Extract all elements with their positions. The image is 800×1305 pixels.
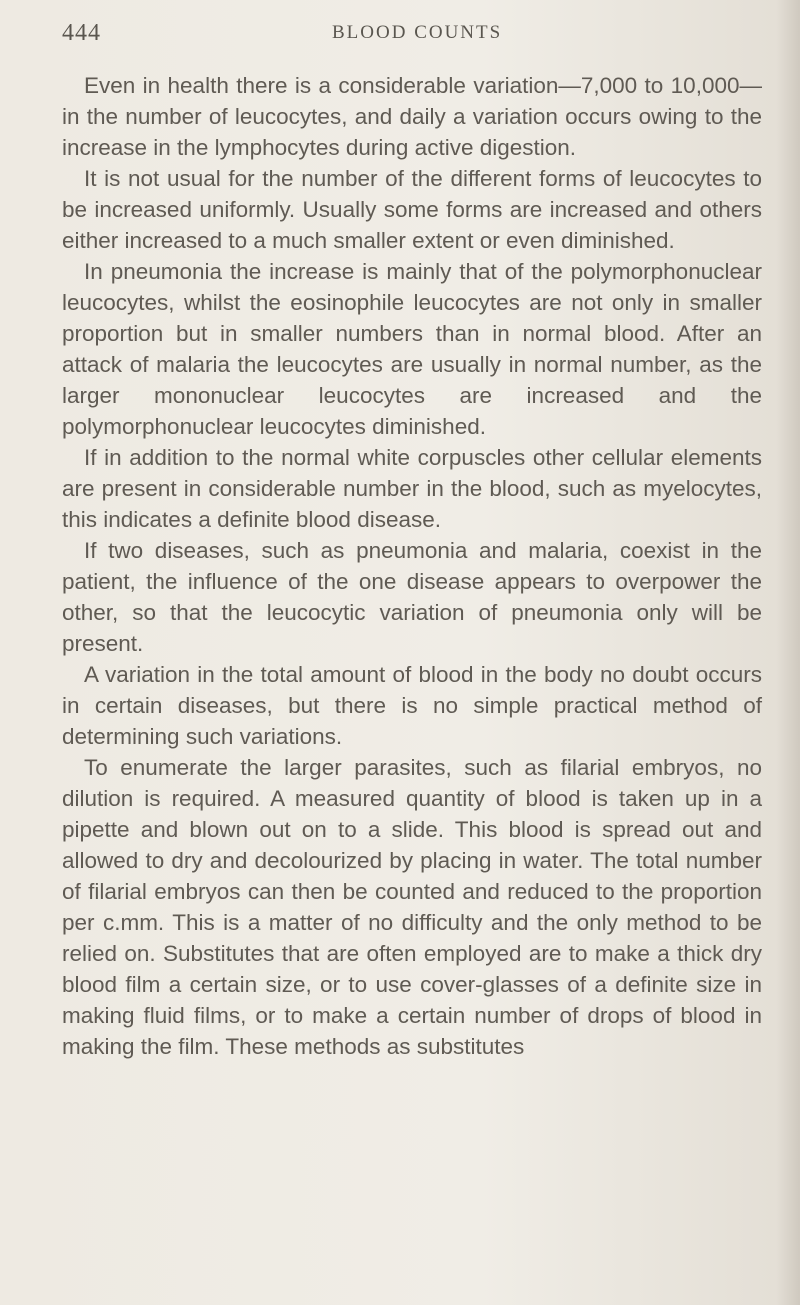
paragraph: It is not usual for the number of the different forms of leucocytes to be increased uniformly. Usually some forms are increased and others either increased to a much smaller extent or even diminished. bbox=[62, 166, 762, 253]
paragraph: If two diseases, such as pneumonia and malaria, coexist in the patient, the influence of the one disease appears to overpower the other, so that the leucocytic variation of pneumonia only will be present. bbox=[62, 538, 762, 656]
running-title: BLOOD COUNTS bbox=[332, 22, 503, 43]
page-number: 444 bbox=[62, 20, 101, 46]
paragraph: Even in health there is a considerable variation—7,000 to 10,000—in the number of leucocytes, and daily a variation occurs owing to the increase in the lymphocytes during active digestion. bbox=[62, 73, 762, 160]
body-text bbox=[62, 70, 762, 1062]
paragraph: To enumerate the larger parasites, such as filarial embryos, no dilution is required. A measured quantity of blood is taken up in a pipette and blown out on to a slide. This blood is spread out and allowed to dry and decolourized by placing in water. The total number of filarial embryos can then be counted and reduced to the proportion per c.mm. This is a matter of no difficulty and the only method to be relied on. Substitutes that are often employed are to make a thick dry blood film a certain size, or to use cover-glasses of a definite size in making fluid films, or to make a certain number of drops of blood in making the film. These methods as substitutes bbox=[62, 755, 762, 1059]
paragraph: A variation in the total amount of blood in the body no doubt occurs in certain diseases, but there is no simple practical method of determining such variations. bbox=[62, 662, 762, 749]
paragraph: In pneumonia the increase is mainly that of the polymorphonuclear leucocytes, whilst the eosinophile leucocytes are not only in smaller proportion but in smaller numbers than in normal blood. After an attack of malaria the leucocytes are usually in normal number, as the larger mononuclear leucocytes are increased and the polymorphonuclear leucocytes diminished. bbox=[62, 259, 762, 439]
paragraph: If in addition to the normal white corpuscles other cellular elements are present in considerable number in the blood, such as myelocytes, this indicates a definite blood disease. bbox=[62, 445, 762, 532]
page-header bbox=[62, 20, 762, 50]
